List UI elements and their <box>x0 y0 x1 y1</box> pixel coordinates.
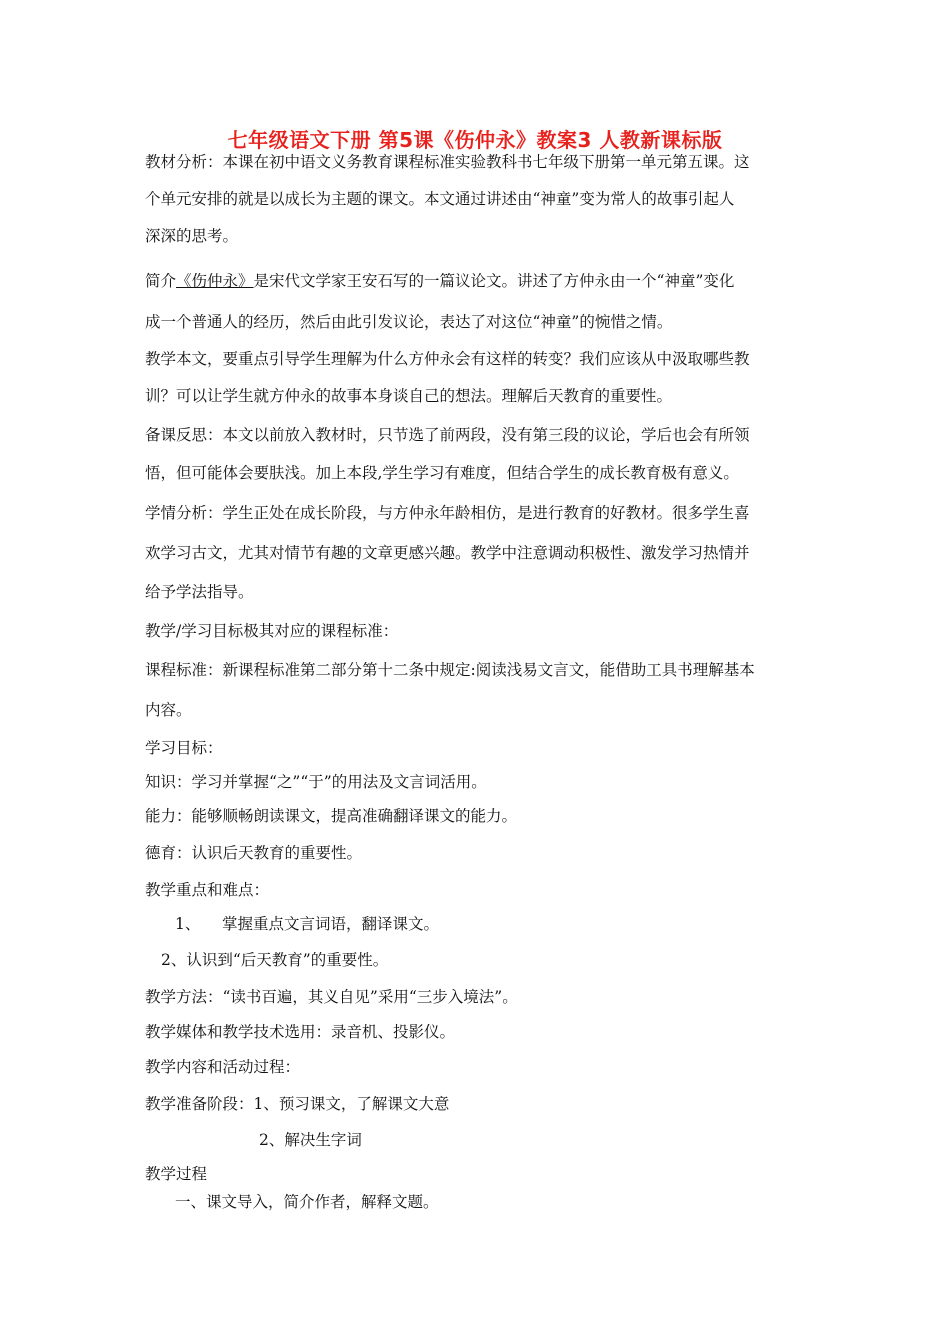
section-heading: 教学内容和活动过程： <box>145 1058 301 1076</box>
article-title-link[interactable]: 《伤仲永》 <box>176 272 254 290</box>
section-heading: 教学/学习目标极其对应的课程标准： <box>145 622 399 640</box>
paragraph-line: 教材分析：本课在初中语文义务教育课程标准实验教科书七年级下册第一单元第五课。这 <box>145 153 750 171</box>
paragraph-line: 课程标准：新课程标准第二部分第十二条中规定:阅读浅易文言文，能借助工具书理解基本 <box>145 661 755 679</box>
list-item-text: 掌握重点文言词语，翻译课文。 <box>222 915 440 933</box>
paragraph-line: 成一个普通人的经历，然后由此引发议论，表达了对这位“神童”的惋惜之情。 <box>145 313 673 331</box>
paragraph-line: 教学准备阶段：1、预习课文，了解课文大意 <box>145 1095 450 1113</box>
section-heading: 教学重点和难点： <box>145 881 270 899</box>
paragraph-line: 内容。 <box>145 701 192 719</box>
intro-text: 是宋代文学家王安石写的一篇议论文。讲述了方仲永由一个“神童”变化 <box>253 272 735 290</box>
section-heading: 学习目标： <box>145 739 223 757</box>
list-item: 2、认识到“后天教育”的重要性。 <box>161 951 389 969</box>
paragraph-line: 悟，但可能体会要肤浅。加上本段,学生学习有难度，但结合学生的成长教育极有意义。 <box>145 464 739 482</box>
paragraph-line: 一、课文导入，简介作者，解释文题。 <box>175 1193 439 1211</box>
paragraph-line: 教学本文，要重点引导学生理解为什么方仲永会有这样的转变？我们应该从中汲取哪些教 <box>145 350 750 368</box>
paragraph-line: 德育：认识后天教育的重要性。 <box>145 844 363 862</box>
intro-label: 简介 <box>145 272 177 290</box>
paragraph-line: 深深的思考。 <box>145 227 239 245</box>
paragraph-line: 学情分析：学生正处在成长阶段，与方仲永年龄相仿，是进行教育的好教材。很多学生喜 <box>145 504 750 522</box>
paragraph-line: 给予学法指导。 <box>145 583 254 601</box>
paragraph-line: 个单元安排的就是以成长为主题的课文。本文通过讲述由“神童”变为常人的故事引起人 <box>145 190 735 208</box>
paragraph-line <box>145 271 734 291</box>
paragraph-line: 教学方法：“读书百遍，其义自见”采用“三步入境法”。 <box>145 988 518 1006</box>
paragraph-line: 2、解决生字词 <box>259 1131 362 1149</box>
list-item-number: 1、 <box>175 915 201 933</box>
section-heading: 教学过程 <box>145 1165 208 1183</box>
paragraph-line: 教学媒体和教学技术选用：录音机、投影仪。 <box>145 1023 456 1041</box>
paragraph-line: 能力：能够顺畅朗读课文，提高准确翻译课文的能力。 <box>145 807 518 825</box>
paragraph-line: 训？可以让学生就方仲永的故事本身谈自己的想法。理解后天教育的重要性。 <box>145 387 673 405</box>
paragraph-line: 欢学习古文，尤其对情节有趣的文章更感兴趣。教学中注意调动积极性、激发学习热情并 <box>145 544 750 562</box>
paragraph-line: 知识：学习并掌握“之”“于”的用法及文言词活用。 <box>145 773 487 791</box>
paragraph-line: 备课反思：本文以前放入教材时，只节选了前两段，没有第三段的议论，学后也会有所领 <box>145 426 750 444</box>
document-title: 七年级语文下册 第5课《伤仲永》教案3 人教新课标版 <box>227 128 723 152</box>
